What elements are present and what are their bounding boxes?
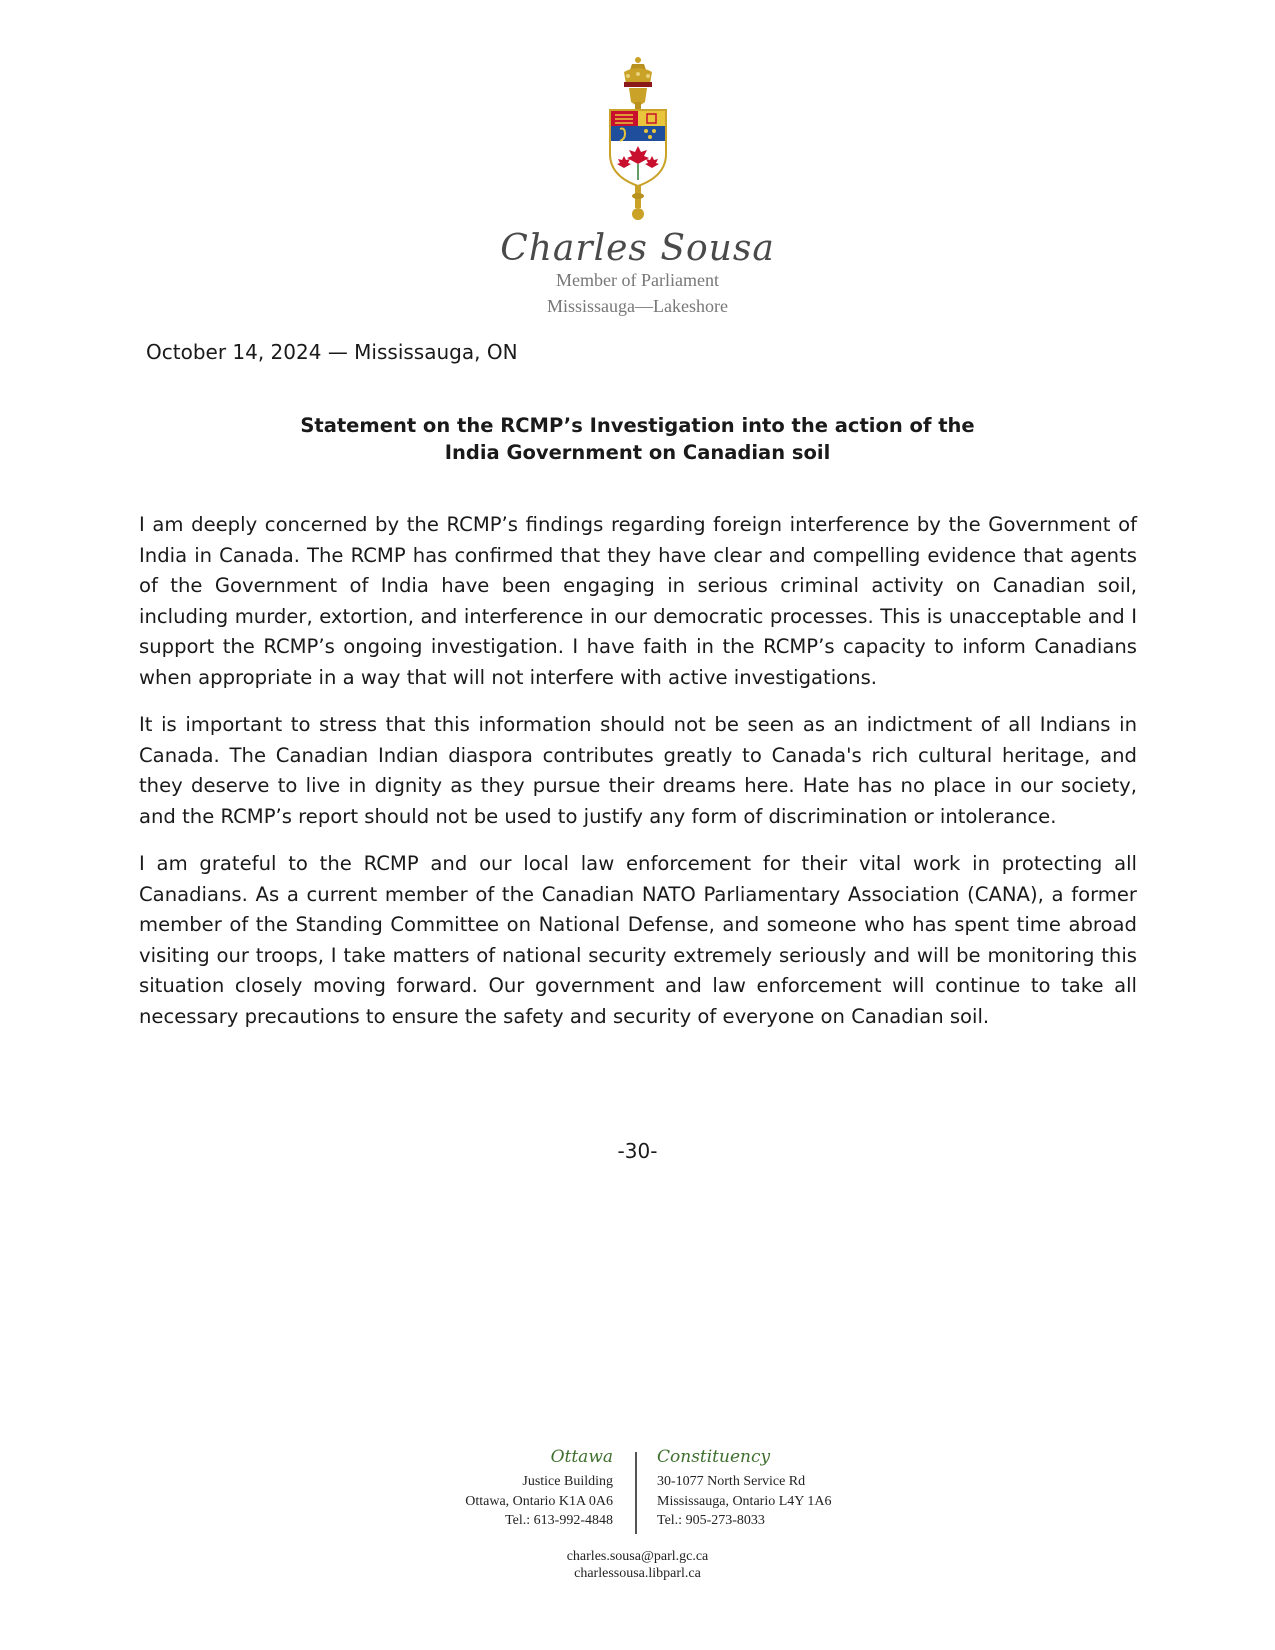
mp-riding: Mississauga—Lakeshore [547,296,728,316]
footer-website-link[interactable]: charlessousa.libparl.ca [574,1566,701,1581]
footer-divider [635,1452,637,1534]
footer-contact [0,1548,1275,1582]
footer-ottawa-phone: Tel.: 613-992-4848 [505,1513,613,1528]
footer-constituency-line1: 30-1077 North Service Rd [657,1474,806,1489]
footer-ottawa-office [465,1445,613,1531]
footer-ottawa-heading: Ottawa [550,1447,613,1467]
mp-role: Member of Parliament [556,270,719,290]
body-paragraph-1: I am deeply concerned by the RCMP’s findings regarding foreign interference by the Government of India in Canada. The RCMP has confirmed that they have clear and compelling evidence that agents of the Government of India have been engaging in serious criminal activity on Canadian soil, including murder, extortion, and interference in our democratic processes. This is unacceptable and I support the RCMP’s ongoing investigation. I have faith in the RCMP’s capacity to inform Canadians when appropriate in a way that will not interfere with active investigations. [139,513,1137,689]
footer-email-link[interactable]: charles.sousa@parl.gc.ca [566,1549,709,1564]
footer-constituency-line2: Mississauga, Ontario L4Y 1A6 [657,1493,832,1509]
footer-ottawa-line1: Justice Building [522,1474,613,1489]
statement-title-line-1: Statement on the RCMP’s Investigation into the action of the [300,414,975,437]
body-paragraph-3: I am grateful to the RCMP and our local law enforcement for their vital work in protecting all Canadians. As a current member of the Canadian NATO Parliamentary Association (CANA), a former member of the Standing Committee on National Defense, and someone who has spent time abroad visiting our troops, I take matters of national security extremely seriously and will be monitoring this situation closely moving forward. Our government and law enforcement will continue to take all necessary precautions to ensure the safety and security of everyone on Canadian soil. [139,852,1137,1028]
footer-constituency-heading: Constituency [657,1447,771,1467]
dateline: October 14, 2024 — Mississauga, ON [146,340,518,364]
statement-body [139,510,1137,1049]
body-paragraph-2: It is important to stress that this information should not be seen as an indictment of all Indians in Canada. The Canadian Indian diaspora contributes greatly to Canada's rich cultural heritage, and they deserve to live in dignity as they pursue their dreams here. Hate has no place in our society, and the RCMP’s report should not be used to justify any form of discrimination or intolerance. [139,713,1137,828]
statement-title-line-2: India Government on Canadian soil [444,441,831,464]
mp-name-signature: Charles Sousa [500,228,775,269]
house-of-commons-crest-icon [602,54,674,222]
footer-ottawa-line2: Ottawa, Ontario K1A 0A6 [465,1493,613,1509]
end-mark: -30- [617,1139,658,1163]
footer-constituency-office [657,1445,831,1531]
footer-constituency-phone: Tel.: 905-273-8033 [657,1513,765,1528]
